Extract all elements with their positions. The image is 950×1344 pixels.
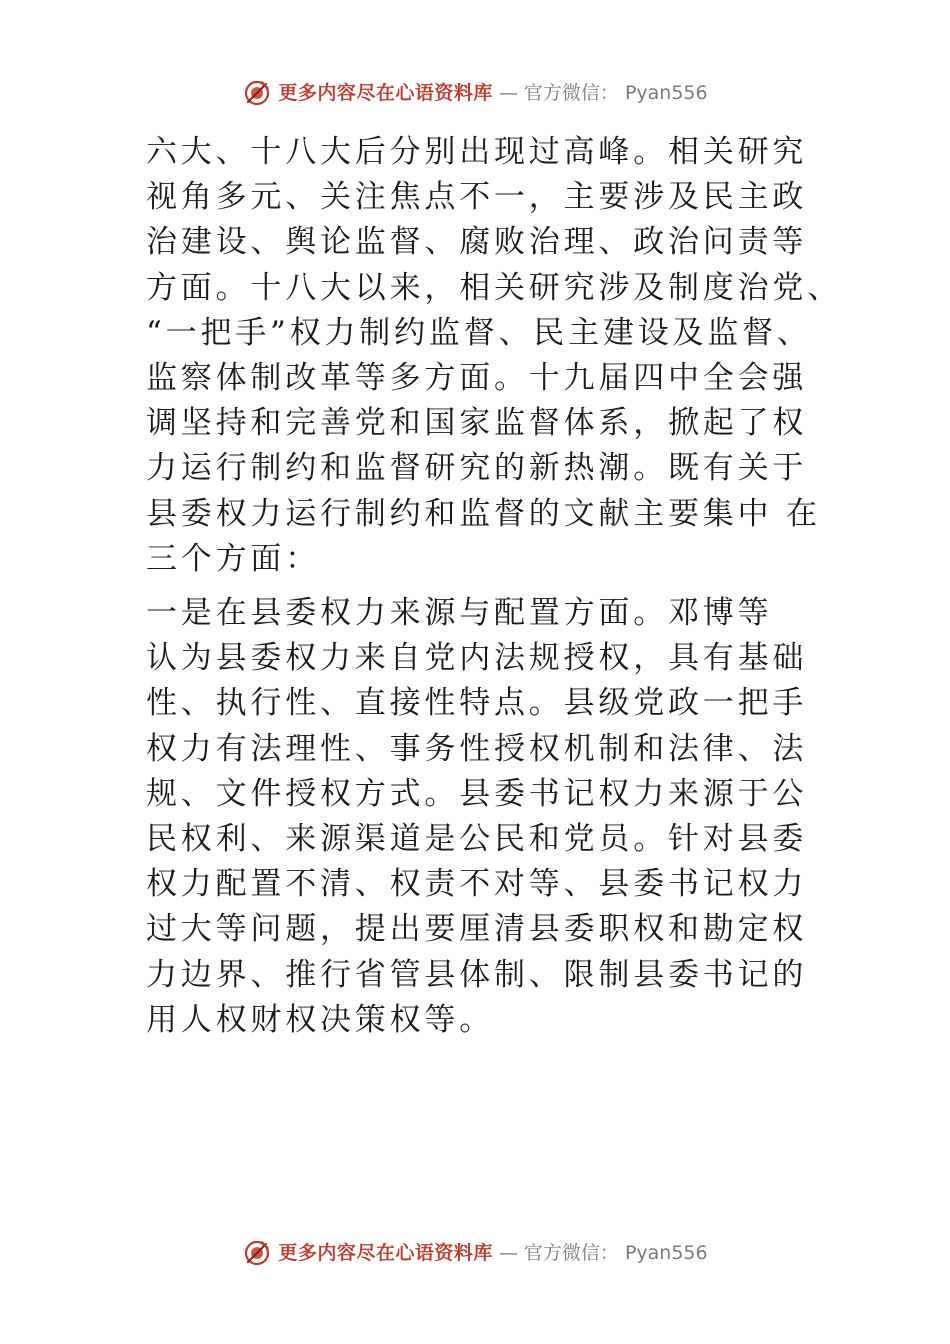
text-line: 一是在县委权力来源与配置方面。邓博等 bbox=[146, 595, 773, 632]
text-line: 认为县委权力来自党内法规授权，具有基础 bbox=[146, 640, 808, 677]
text-line: “一把手”权力制约监督、民主建设及监督、 bbox=[146, 314, 812, 351]
paragraph-2 bbox=[146, 591, 826, 1043]
text-line: 规、文件授权方式。县委书记权力来源于公 bbox=[146, 775, 808, 812]
document-body bbox=[146, 130, 842, 1043]
text-line: 权力配置不清、权责不对等、县委书记权力 bbox=[146, 866, 808, 903]
watermark-separator: — bbox=[498, 82, 518, 104]
header-watermark bbox=[0, 78, 950, 108]
wax-seal-logo-icon bbox=[242, 1238, 272, 1268]
watermark-brand: 更多内容尽在心语资料库 bbox=[278, 1242, 493, 1264]
watermark-handle: Pyan556 bbox=[624, 82, 708, 104]
text-line: 用人权财权决策权等。 bbox=[146, 1001, 494, 1038]
wax-seal-logo-icon bbox=[242, 78, 272, 108]
watermark-label: 官方微信： bbox=[523, 82, 619, 104]
footer-watermark bbox=[0, 1238, 950, 1268]
text-line: 民权利、来源渠道是公民和党员。针对县委 bbox=[146, 821, 808, 858]
watermark-brand: 更多内容尽在心语资料库 bbox=[278, 82, 493, 104]
text-line: 力边界、推行省管县体制、限制县委书记的 bbox=[146, 956, 808, 993]
text-line: 性、执行性、直接性特点。县级党政一把手 bbox=[146, 685, 808, 722]
text-line: 治建设、舆论监督、腐败治理、政治问责等 bbox=[146, 224, 808, 261]
text-line: 县委权力运行制约和监督的文献主要集中 在 bbox=[146, 495, 821, 532]
text-line: 调坚持和完善党和国家监督体系，掀起了权 bbox=[146, 405, 808, 442]
text-line: 权力有法理性、事务性授权机制和法律、法 bbox=[146, 730, 808, 767]
text-line: 视角多元、关注焦点不一，主要涉及民主政 bbox=[146, 179, 808, 216]
watermark-separator: — bbox=[498, 1242, 518, 1264]
text-line: 力运行制约和监督研究的新热潮。既有关于 bbox=[146, 450, 808, 487]
watermark-label: 官方微信： bbox=[523, 1242, 619, 1264]
text-line: 过大等问题，提出要厘清县委职权和勘定权 bbox=[146, 911, 808, 948]
watermark-handle: Pyan556 bbox=[624, 1242, 708, 1264]
text-line: 三个方面： bbox=[146, 540, 320, 577]
paragraph-1 bbox=[146, 130, 842, 582]
text-line: 监察体制改革等多方面。十九届四中全会强 bbox=[146, 360, 808, 397]
text-line: 方面。十八大以来，相关研究涉及制度治党、 bbox=[146, 269, 842, 306]
text-line: 六大、十八大后分别出现过高峰。相关研究 bbox=[146, 134, 808, 170]
